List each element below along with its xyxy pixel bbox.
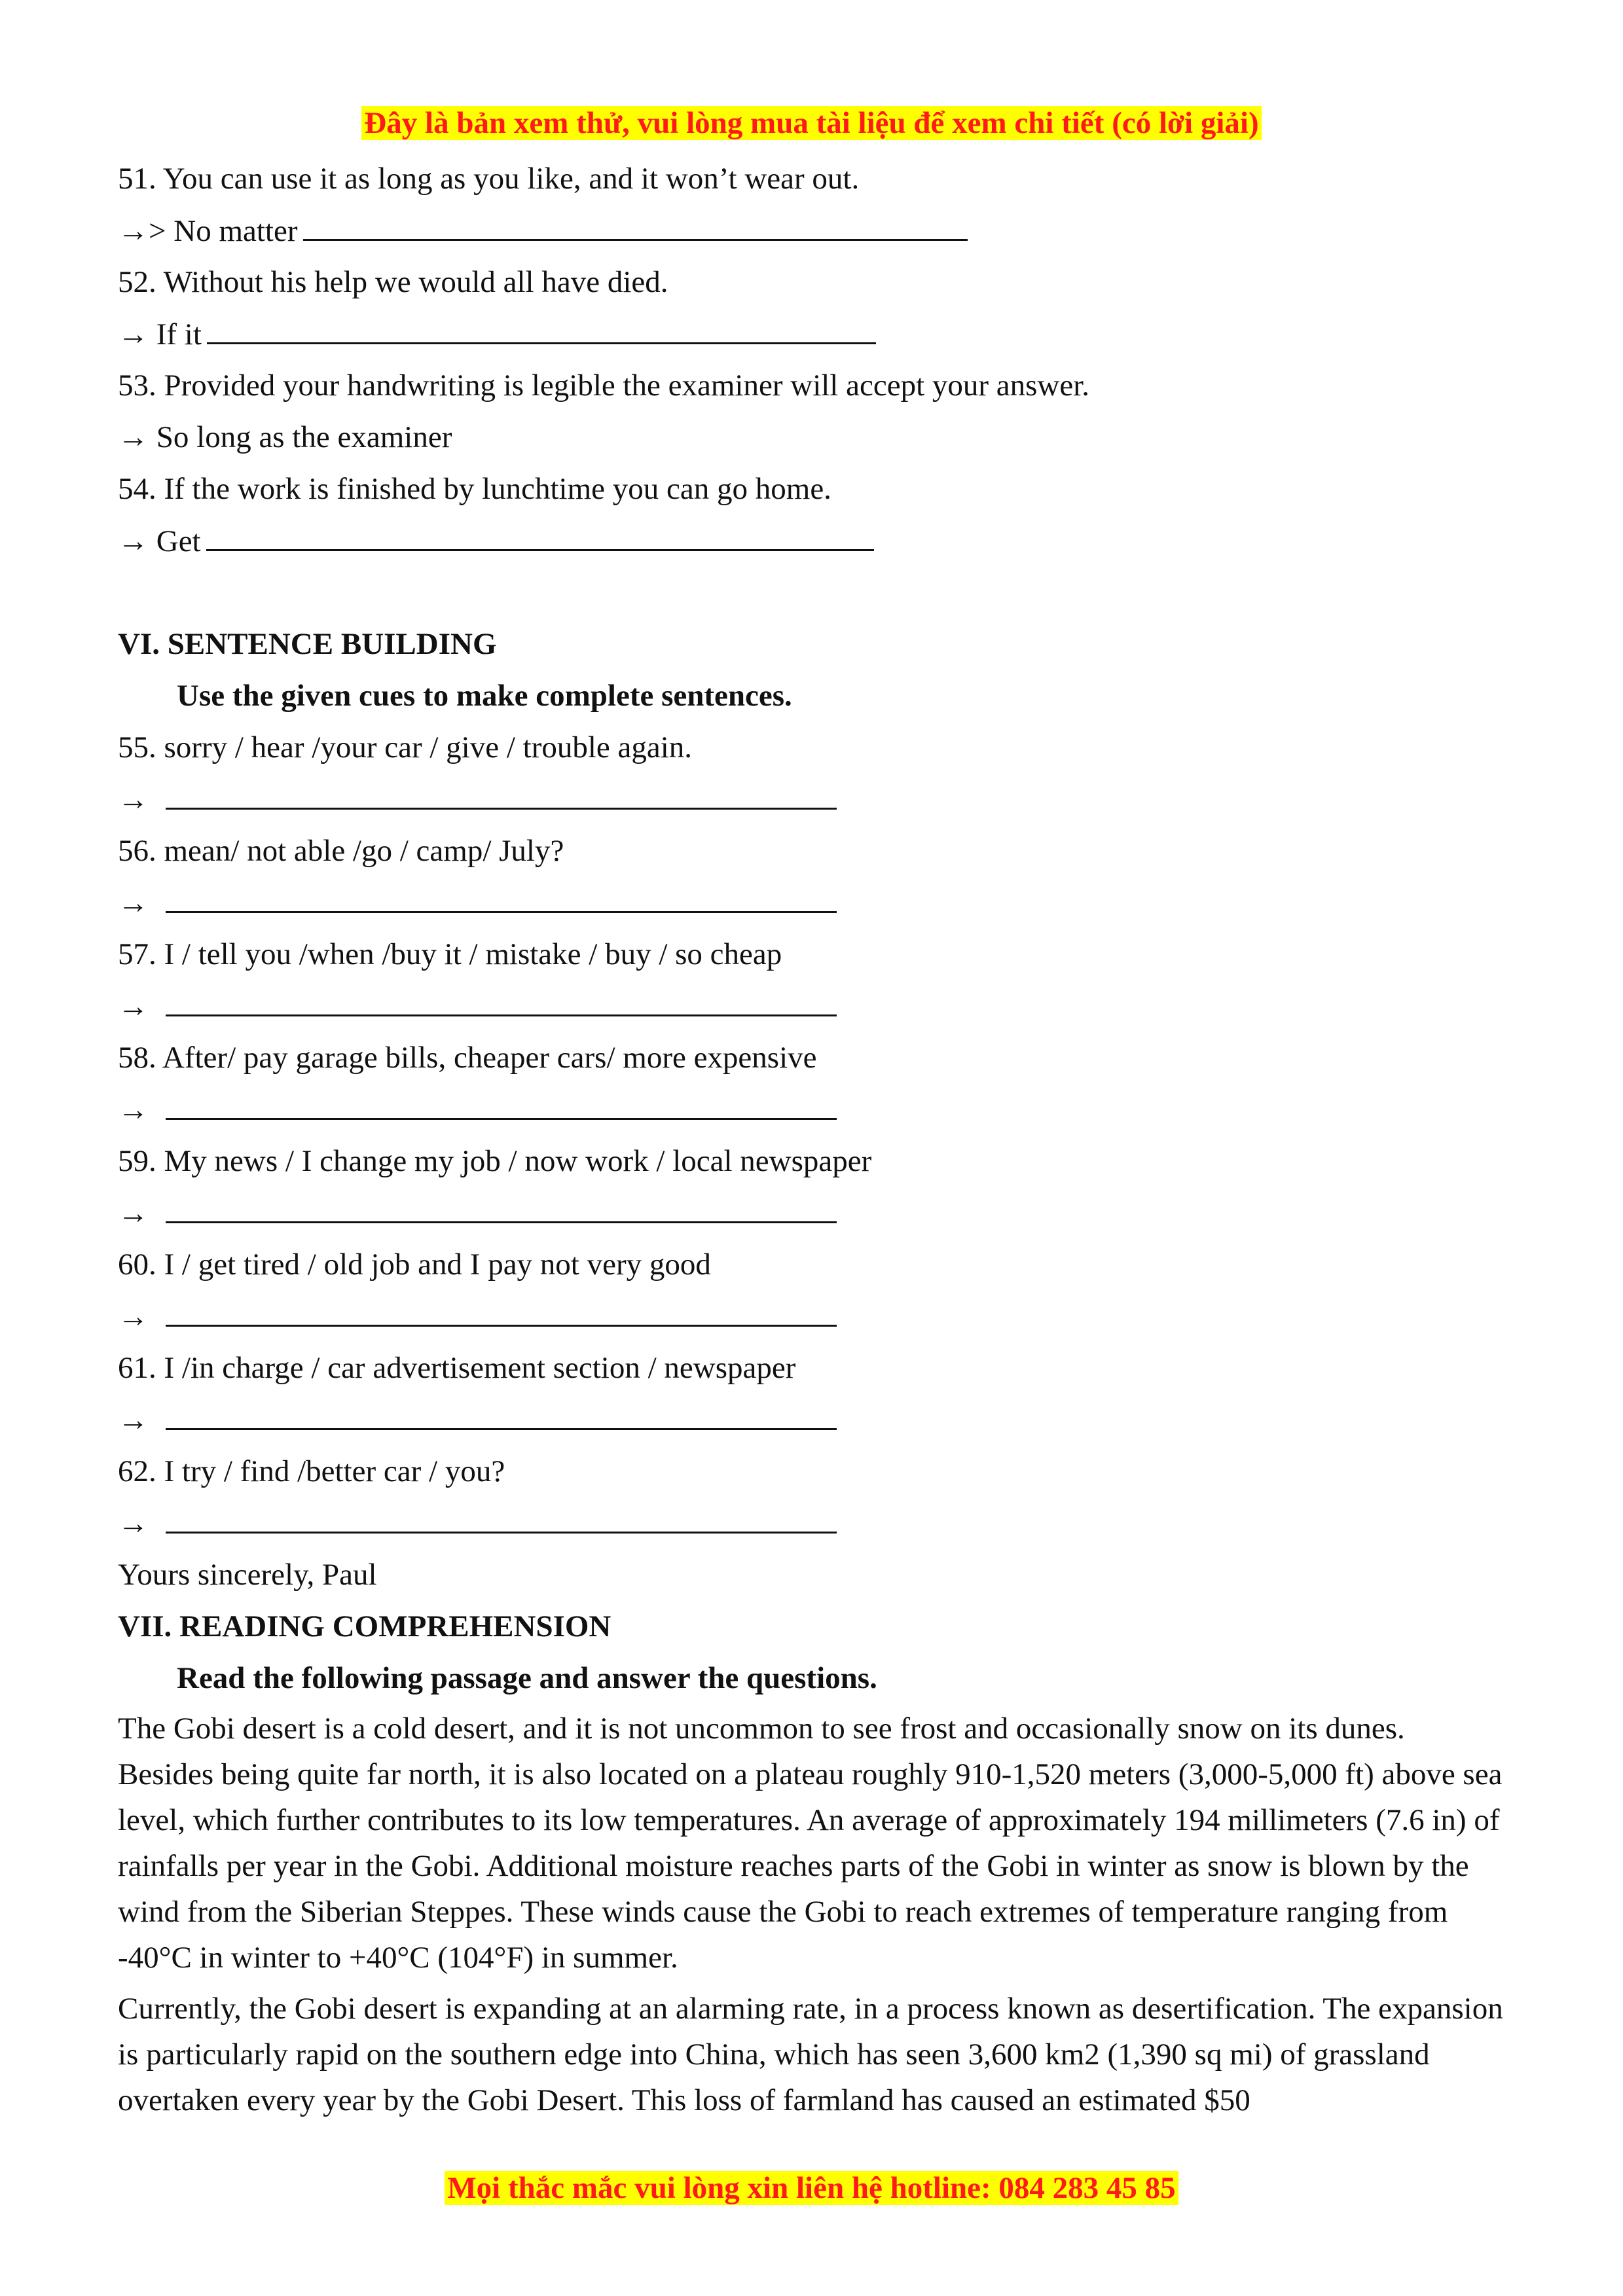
answer-blank [166, 774, 837, 810]
preview-banner-text: Đây là bản xem thử, vui lòng mua tài liệu để xem chi tiết (có lời giải) [361, 106, 1261, 140]
answer-prompt: → So long as the examiner [118, 420, 452, 454]
hotline-banner [0, 2168, 1623, 2208]
answer-blank [303, 205, 968, 241]
answer-blank [166, 1498, 837, 1534]
reading-paragraph-2: Currently, the Gobi desert is expanding at an alarming rate, in a process known as desertification. The expansion is particularly rapid on the southern edge into China, which has seen 3,600 km2 (1,390 sq mi) of grassland overtaken every year by the Gobi Desert. This loss of farmland has caused an estimated $50 [118, 1992, 1503, 2117]
answer-blank [166, 1084, 837, 1120]
answer-line-62 [118, 1498, 1506, 1549]
answer-line-60 [118, 1291, 1506, 1342]
question-60: 60. I / get tired / old job and I pay not very good [118, 1247, 711, 1282]
answer-line-52 [118, 308, 1506, 360]
answer-line-51 [118, 205, 1506, 257]
section-spacer [118, 567, 1506, 619]
answer-line-59 [118, 1187, 1506, 1239]
answer-line-57 [118, 980, 1506, 1032]
answer-blank [166, 1291, 837, 1327]
answer-line-55 [118, 774, 1506, 825]
arrow-icon: → [118, 1507, 149, 1541]
arrow-icon: → [118, 1300, 149, 1334]
answer-blank [207, 308, 876, 344]
arrow-icon: → [118, 990, 149, 1024]
question-58: 58. After/ pay garage bills, cheaper cars/ more expensive [118, 1041, 817, 1075]
answer-blank [166, 877, 837, 913]
answer-blank [166, 980, 837, 1016]
question-53: 53. Provided your handwriting is legible the examiner will accept your answer. [118, 368, 1090, 403]
arrow-icon: → [118, 1196, 149, 1230]
answer-line-61 [118, 1394, 1506, 1446]
answer-blank [166, 1187, 837, 1223]
question-59: 59. My news / I change my job / now work / local newspaper [118, 1144, 872, 1178]
question-62: 62. I try / find /better car / you? [118, 1454, 505, 1488]
arrow-icon: → [118, 886, 149, 920]
reading-paragraph-1: The Gobi desert is a cold desert, and it is not uncommon to see frost and occasionally snow on its dunes. Besides being quite far north, it is also located on a plateau roughly 910-1,520 meters (3,000-5,000 ft) above sea level, which further contributes to its low temperatures. An average of approximately 194 millimeters (7.6 in) of rainfalls per year in the Gobi. Additional moisture reaches parts of the Gobi in winter as snow is blown by the wind from the Siberian Steppes. These winds cause the Gobi to reach extremes of temperature ranging from -40°C in winter to +40°C (104°F) in summer. [118, 1712, 1503, 1975]
question-56: 56. mean/ not able /go / camp/ July? [118, 834, 564, 868]
section-7-title: VII. READING COMPREHENSION [118, 1609, 611, 1643]
preview-banner [0, 103, 1623, 143]
answer-prompt: →> No matter [118, 214, 298, 248]
answer-line-53 [118, 412, 1506, 463]
answer-prompt: → If it [118, 317, 202, 351]
answer-line-54 [118, 515, 1506, 567]
answer-blank [206, 515, 874, 551]
section-6-instruction: Use the given cues to make complete sentences. [177, 679, 792, 713]
answer-line-56 [118, 877, 1506, 929]
question-61: 61. I /in charge / car advertisement section / newspaper [118, 1351, 796, 1385]
arrow-icon: → [118, 1403, 149, 1437]
answer-line-58 [118, 1084, 1506, 1136]
closing-signature: Yours sincerely, Paul [118, 1558, 377, 1592]
section-6-title: VI. SENTENCE BUILDING [118, 627, 497, 661]
arrow-icon: → [118, 1093, 149, 1127]
arrow-icon: → [118, 783, 149, 817]
question-57: 57. I / tell you /when /buy it / mistake / buy / so cheap [118, 937, 782, 971]
answer-blank [166, 1394, 837, 1430]
question-52: 52. Without his help we would all have died. [118, 265, 668, 299]
question-55: 55. sorry / hear /your car / give / trouble again. [118, 730, 693, 764]
hotline-banner-text: Mọi thắc mắc vui lòng xin liên hệ hotline: 084 283 45 85 [445, 2171, 1178, 2205]
worksheet-content [118, 153, 1506, 2123]
question-51: 51. You can use it as long as you like, and it won’t wear out. [118, 162, 860, 196]
section-7-instruction: Read the following passage and answer the questions. [177, 1661, 877, 1695]
question-54: 54. If the work is finished by lunchtime you can go home. [118, 472, 831, 506]
answer-prompt: → Get [118, 524, 201, 558]
